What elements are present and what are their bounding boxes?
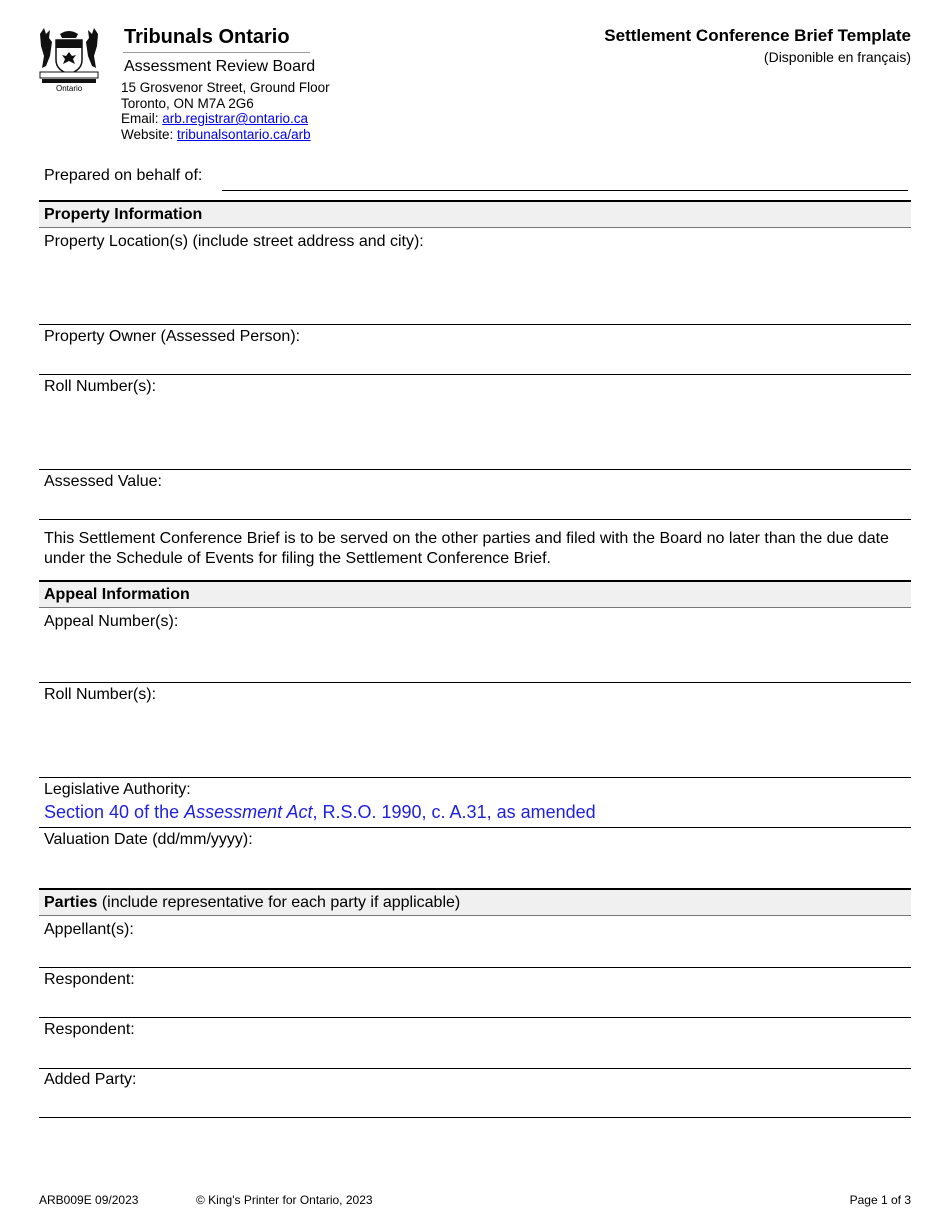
respondent-field-1[interactable] (39, 1017, 911, 1018)
logo-caption: Ontario (56, 84, 83, 93)
email-line (121, 111, 330, 127)
respondent-label-1: Respondent: (44, 971, 135, 988)
appellant-field[interactable] (39, 967, 911, 968)
website-link[interactable]: tribunalsontario.ca/arb (177, 126, 311, 142)
property-section-title: Property Information (44, 206, 203, 223)
assessed-value-field[interactable] (39, 519, 911, 520)
board-name: Assessment Review Board (124, 58, 316, 75)
parties-section-title: Parties (44, 894, 98, 911)
appeal-section-title: Appeal Information (44, 586, 190, 603)
appeal-number-label: Appeal Number(s): (44, 613, 179, 630)
property-roll-number-label: Roll Number(s): (44, 378, 157, 395)
header-divider (123, 52, 310, 53)
email-link[interactable]: arb.registrar@ontario.ca (162, 111, 309, 126)
legislative-authority-value (44, 802, 596, 823)
form-title: Settlement Conference Brief Template (604, 26, 911, 45)
appeal-roll-number-label: Roll Number(s): (44, 686, 157, 703)
street-address: 15 Grosvenor Street, Ground Floor (121, 80, 330, 95)
email-label: Email: (121, 111, 163, 126)
valuation-date-label: Valuation Date (dd/mm/yyyy): (44, 831, 253, 848)
website-label: Website: (121, 126, 178, 142)
website-line (121, 127, 330, 143)
contact-address (121, 80, 330, 142)
respondent-field-2[interactable] (39, 1068, 911, 1069)
french-availability-note: (Disponible en français) (763, 49, 911, 65)
property-information-header (39, 200, 911, 228)
assessed-value-label: Assessed Value: (44, 473, 162, 490)
page-number: Page 1 of 3 (849, 1193, 911, 1207)
property-location-field[interactable] (39, 324, 911, 325)
prepared-on-behalf-field[interactable] (222, 190, 908, 191)
appeal-roll-number-field[interactable] (39, 777, 911, 778)
appeal-number-field[interactable] (39, 682, 911, 683)
city-address: Toronto, ON M7A 2G6 (121, 95, 254, 111)
added-party-label: Added Party: (44, 1071, 137, 1088)
property-owner-field[interactable] (39, 374, 911, 375)
form-code: ARB009E 09/2023 (39, 1193, 139, 1207)
property-owner-label: Property Owner (Assessed Person): (44, 328, 301, 345)
service-instructions: This Settlement Conference Brief is to be served on the other parties and filed with the Board no later than the due date under the Schedule of Events for filing the Settlement Conference Brief. (44, 530, 889, 567)
respondent-label-2: Respondent: (44, 1021, 135, 1038)
copyright-notice: © King's Printer for Ontario, 2023 (196, 1193, 373, 1207)
legislative-act-name: Assessment Act (184, 802, 313, 822)
added-party-field[interactable] (39, 1117, 911, 1118)
parties-section-note: (include representative for each party if applicable) (97, 894, 461, 911)
prepared-on-behalf-label: Prepared on behalf of: (44, 167, 203, 184)
appeal-information-header (39, 580, 911, 608)
property-roll-number-field[interactable] (39, 469, 911, 470)
appellant-label: Appellant(s): (44, 921, 134, 938)
property-location-label: Property Location(s) (include street address and city): (44, 233, 424, 250)
parties-header (39, 888, 911, 916)
legislative-prefix: Section 40 of the (44, 802, 185, 822)
org-name: Tribunals Ontario (124, 26, 290, 48)
legislative-authority-divider (39, 827, 911, 828)
legislative-authority-label: Legislative Authority: (44, 781, 191, 798)
legislative-suffix: , R.S.O. 1990, c. A.31, as amended (312, 802, 596, 822)
